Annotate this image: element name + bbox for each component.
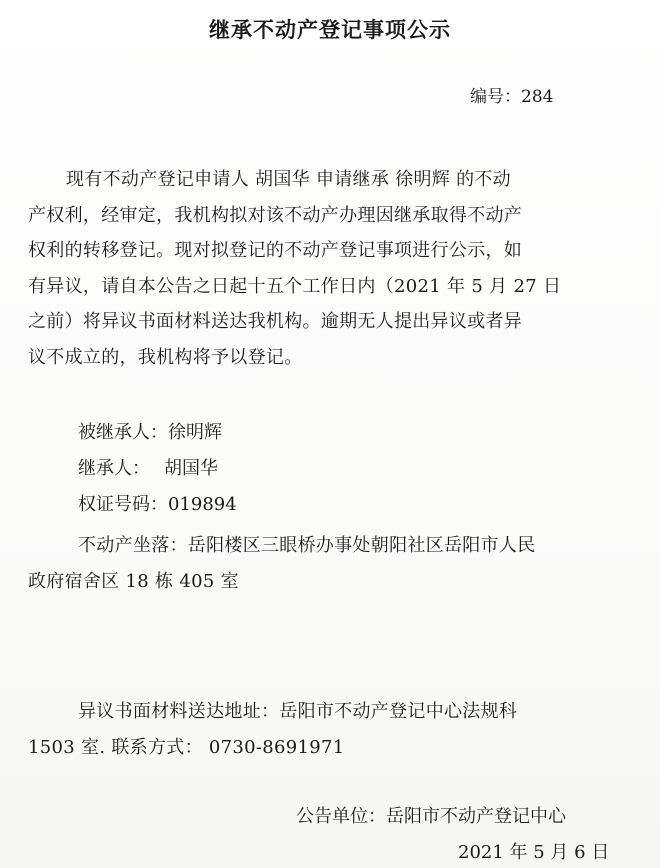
address-line: 异议书面材料送达地址：岳阳市不动产登记中心法规科 — [78, 701, 518, 722]
notice-line: 权利的转移登记。现对拟登记的不动产登记事项进行公示，如 — [28, 240, 523, 261]
certificate-number-field — [78, 490, 237, 516]
decedent-label: 被继承人： — [78, 422, 168, 443]
decedent-value: 徐明辉 — [168, 422, 222, 443]
location-line: 政府宿舍区 18 栋 405 室 — [28, 570, 239, 592]
issuer: 公告单位：岳阳市不动产登记中心 — [296, 806, 566, 827]
notice-line: 产权利，经审定，我机构拟对该不动产办理因继承取得不动产 — [28, 204, 523, 226]
document-number: 编号：284 — [470, 87, 554, 107]
address-line: 1503 室. 联系方式： 0730-8691971 — [28, 736, 345, 758]
notice-line: 之前）将异议书面材料送达我机构。逾期无人提出异议或者异 — [28, 311, 523, 332]
notice-line: 有异议，请自本公告之日起十五个工作日内（2021 年 5 月 27 日 — [28, 275, 562, 297]
location-line: 不动产坐落：岳阳楼区三眼桥办事处朝阳社区岳阳市人民 — [78, 535, 536, 556]
certificate-number-label: 权证号码： — [78, 494, 168, 515]
notice-line: 议不成立的，我机构将予以登记。 — [28, 346, 303, 368]
objection-address — [0, 694, 660, 765]
document-title: 继承不动产登记事项公示 — [209, 18, 451, 42]
decedent-field — [78, 418, 222, 444]
heir-label: 继承人： — [78, 458, 150, 479]
heir-field — [78, 454, 218, 480]
property-location — [0, 528, 660, 599]
heir-value: 胡国华 — [164, 458, 218, 479]
notice-date: 2021 年 5 月 6 日 — [458, 842, 610, 863]
notice-line: 现有不动产登记申请人 胡国华 申请继承 徐明辉 的不动 — [66, 169, 511, 190]
certificate-number-value: 019894 — [168, 494, 237, 515]
notice-paragraph — [0, 162, 660, 375]
